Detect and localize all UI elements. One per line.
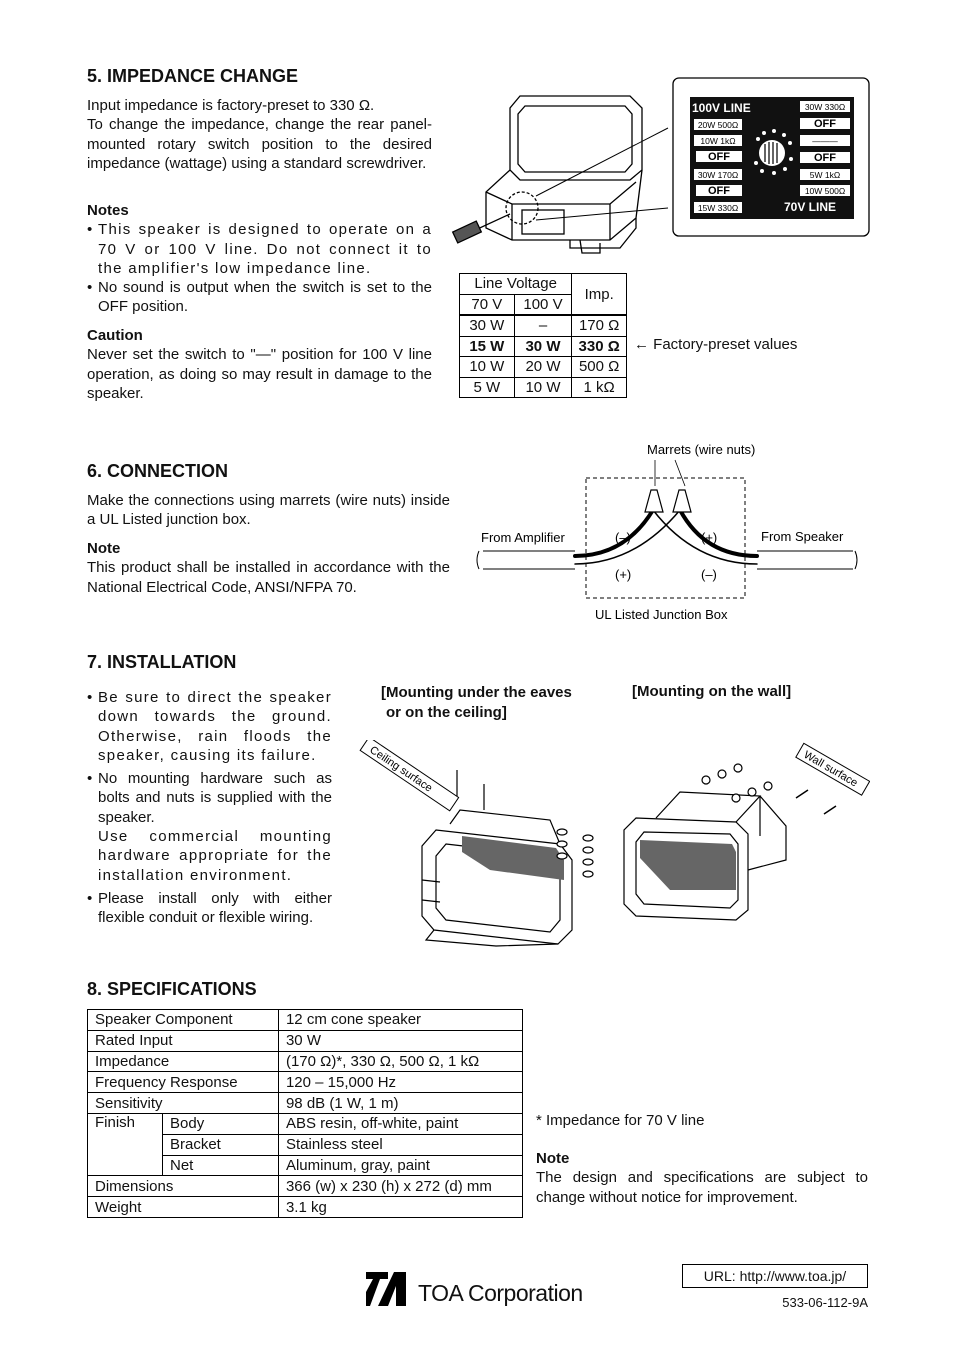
table-cell: 1 kΩ xyxy=(572,377,627,398)
impedance-notes xyxy=(87,201,432,317)
table-cell: 20 W xyxy=(514,357,572,378)
table-cell: 500 Ω xyxy=(572,357,627,378)
impedance-caution xyxy=(87,326,432,403)
table-cell: 15 W xyxy=(460,336,515,357)
rotary-knob xyxy=(759,140,785,166)
spec-label: Speaker Component xyxy=(88,1010,279,1031)
label-100v-line: 100V LINE xyxy=(692,101,751,115)
spec-label: Net xyxy=(163,1155,279,1176)
label-plus: (+) xyxy=(701,530,718,545)
install-item: • Be sure to direct the speaker down towards the ground. Otherwise, rain floods the speaker, causing its failure. xyxy=(87,688,332,765)
specifications-table xyxy=(87,1009,523,1218)
switch-pos: 5W 1kΩ xyxy=(809,170,841,180)
spec-value: 12 cm cone speaker xyxy=(278,1010,522,1031)
spec-value: 98 dB (1 W, 1 m) xyxy=(278,1093,522,1114)
intro-line1: Input impedance is factory-preset to 330 Ω. xyxy=(87,97,375,114)
spec-label: Frequency Response xyxy=(88,1072,279,1093)
spec-label: Sensitivity xyxy=(88,1093,279,1114)
spec-value: Aluminum, gray, paint xyxy=(278,1155,522,1176)
spec-value: 30 W xyxy=(278,1030,522,1051)
label-from-amplifier: From Amplifier xyxy=(481,530,565,545)
caution-heading: Caution xyxy=(87,327,143,344)
spec-note-text: The design and specifications are subject to change without notice for improvement. xyxy=(536,1169,868,1206)
section-title-connection: 6. CONNECTION xyxy=(87,461,229,481)
switch-pos: 10W 500Ω xyxy=(804,186,846,196)
label-marrets: Marrets (wire nuts) xyxy=(647,442,756,457)
table-cell: 170 Ω xyxy=(572,315,627,336)
th-70v: 70 V xyxy=(460,294,515,315)
table-cell: 10 W xyxy=(514,377,572,398)
toa-logo-icon xyxy=(366,1272,410,1306)
spec-label: Rated Input xyxy=(88,1030,279,1051)
switch-pos: OFF xyxy=(814,118,836,130)
rotary-switch-panel xyxy=(672,77,870,237)
label-minus: (–) xyxy=(615,530,631,545)
spec-value: 366 (w) x 230 (h) x 272 (d) mm xyxy=(278,1176,522,1197)
table-cell: 5 W xyxy=(460,377,515,398)
label-junction-box: UL Listed Junction Box xyxy=(595,607,728,622)
eaves-mount-illustration xyxy=(350,740,610,950)
junction-box xyxy=(586,478,745,598)
spec-value: ABS resin, off-white, paint xyxy=(278,1113,522,1134)
label-plus: (+) xyxy=(615,567,632,582)
label-70v-line: 70V LINE xyxy=(784,200,837,214)
spec-label: Finish xyxy=(88,1113,163,1175)
spec-value: Stainless steel xyxy=(278,1134,522,1155)
spec-value: 120 – 15,000 Hz xyxy=(278,1072,522,1093)
section-title-impedance: 5. IMPEDANCE CHANGE xyxy=(87,66,299,86)
notes-heading: Notes xyxy=(87,202,129,219)
document-number: 533-06-112-9A xyxy=(782,1295,868,1310)
wire-nut xyxy=(673,490,691,512)
table-cell: 330 Ω xyxy=(572,336,627,357)
switch-pos: OFF xyxy=(814,152,836,164)
spec-note xyxy=(536,1149,868,1207)
url-box: URL: http://www.toa.jp/ xyxy=(682,1264,868,1288)
switch-pos: OFF xyxy=(708,185,730,197)
spec-label: Dimensions xyxy=(88,1176,279,1197)
impedance-table xyxy=(459,273,627,398)
spec-footnote: * Impedance for 70 V line xyxy=(536,1112,705,1129)
wall-mount-illustration xyxy=(610,740,870,950)
th-imp: Imp. xyxy=(572,274,627,316)
switch-pos: 15W 330Ω xyxy=(697,203,739,213)
wire-nut xyxy=(645,490,663,512)
connection-text xyxy=(87,491,450,530)
switch-pos: 30W 170Ω xyxy=(697,170,739,180)
connection-note-heading: Note xyxy=(87,540,121,557)
eaves-heading: [Mounting under the eaves or on the ceiling] xyxy=(381,684,572,721)
switch-pos: OFF xyxy=(708,151,730,163)
table-cell: 30 W xyxy=(514,336,572,357)
company-name: TOA Corporation xyxy=(418,1280,583,1306)
factory-preset-note: ← Factory-preset values xyxy=(634,336,798,353)
note-item: • No sound is output when the switch is set to the OFF position. xyxy=(87,278,432,317)
install-item: • Please install only with either flexible conduit or flexible wiring. xyxy=(87,889,332,928)
spec-label: Weight xyxy=(88,1197,279,1218)
table-cell: – xyxy=(514,315,572,336)
th-100v: 100 V xyxy=(514,294,572,315)
spec-label: Body xyxy=(163,1113,279,1134)
intro-line2: To change the impedance, change the rear panel-mounted rotary switch position to the desired impedance (wattage) using a standard screwdriver. xyxy=(87,116,432,172)
impedance-intro xyxy=(87,96,432,173)
section-title-installation: 7. INSTALLATION xyxy=(87,652,237,672)
switch-pos: 20W 500Ω xyxy=(697,120,739,130)
spec-value: 3.1 kg xyxy=(278,1197,522,1218)
switch-pos: 10W 1kΩ xyxy=(700,136,736,146)
connection-diagram xyxy=(475,438,860,628)
label-wall-surface: Wall surface xyxy=(801,748,860,790)
label-minus: (–) xyxy=(701,567,717,582)
speaker-rear-illustration xyxy=(450,88,670,258)
table-cell: 10 W xyxy=(460,357,515,378)
wall-heading: [Mounting on the wall] xyxy=(632,683,792,700)
label-ceiling-surface: Ceiling surface xyxy=(367,744,435,795)
th-line-voltage: Line Voltage xyxy=(460,274,572,295)
spec-value: (170 Ω)*, 330 Ω, 500 Ω, 1 kΩ xyxy=(278,1051,522,1072)
connection-note xyxy=(87,539,450,597)
installation-bullets xyxy=(87,688,332,928)
table-cell: 30 W xyxy=(460,315,515,336)
notes-list xyxy=(87,220,432,316)
spec-note-heading: Note xyxy=(536,1150,570,1167)
note-item: • This speaker is designed to operate on a 70 V or 100 V line. Do not connect it to the amplifier's low impedance line. xyxy=(87,220,432,278)
label-from-speaker: From Speaker xyxy=(761,529,844,544)
caution-text: Never set the switch to "—" position for 100 V line operation, as doing so may result in damage to the speaker. xyxy=(87,346,432,402)
spec-label: Bracket xyxy=(163,1134,279,1155)
connection-body: Make the connections using marrets (wire nuts) inside a UL Listed junction box. xyxy=(87,492,450,529)
switch-pos: 30W 330Ω xyxy=(804,102,846,112)
connection-note-text: This product shall be installed in accordance with the National Electrical Code, ANSI/NFPA 70. xyxy=(87,559,450,596)
section-title-specifications: 8. SPECIFICATIONS xyxy=(87,979,257,999)
install-item: • No mounting hardware such as bolts and nuts is supplied with the speaker. Use commercial mounting hardware appropriate for the installation environment. xyxy=(87,769,332,885)
switch-pos: ——— xyxy=(812,136,838,146)
spec-label: Impedance xyxy=(88,1051,279,1072)
